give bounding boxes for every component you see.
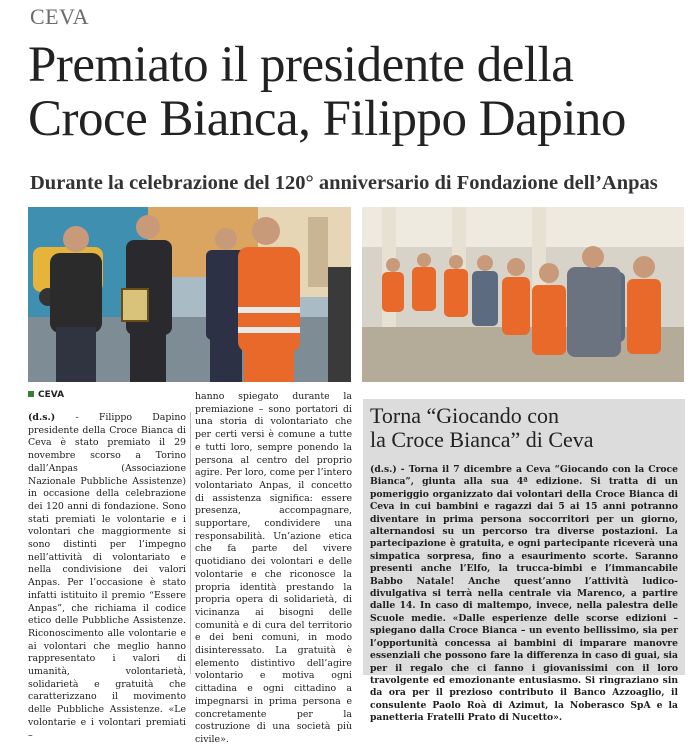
award-photo-illustration <box>28 207 351 382</box>
sidebar-box-byline: (d.s.) <box>370 464 397 475</box>
section-label: CEVA <box>30 4 90 29</box>
caption-marker-icon <box>28 391 34 397</box>
sidebar-box-text <box>370 464 678 725</box>
caption-location <box>28 390 64 400</box>
column-divider <box>190 412 191 674</box>
award-photo <box>28 207 351 382</box>
article-byline: (d.s.) <box>28 412 56 423</box>
audience-photo-illustration <box>362 207 684 382</box>
sidebar-box-title-line-1: Torna “Giocando con <box>370 403 560 428</box>
article-column-2: hanno spiegato durante la premiazione – sono portatori di una storia di volontariato che per certi versi è comune a tutte e tutti loro, sempre ponendo la persona al centro del proprio agire. Per loro, come per l’intero volontariato Anpas, il concetto di assistenza significa: essere presenza, accompagnare, supportare, condividere una responsabilità. Un’azione etica che fa parte del vivere quotidiano dei volontari e delle volontarie e che riconosce la propria identità prestando la propria opera di solidarietà, di vicinanza ai bisogni delle comunità e di cura del territorio e dei beni comuni, in modo disinteressato. La gratuità è elemento distintivo dell’agire volontario e motiva ogni cittadina e ogni cittadino a impegnarsi in prima persona e concretamente per la costruzione di una società più civile». <box>195 391 352 745</box>
sidebar-box-body: - Torna il 7 dicembre a Ceva “Giocando con la Croce Bianca”, giunta alla sua 4ª edizione. Si tratta di un pomeriggio organizzato dai volontari della Croce Bianca di Ceva in cui bambini e ragazzi dai 5 ai 15 anni potranno diventare in prima persona soccorritori per un giorno, alternandosi su un percorso tra diverse postazioni. La partecipazione è gratuita, e ogni partecipante riceverà una simpatica sorpresa, fino a esaurimento scorte. Saranno presenti anche l’Elfo, la trucca-bimbi e l’immancabile Babbo Natale! Anche quest’anno l’attività ludico-divulgativa si terrà nella centrale via Marenco, a partire dalle 14. In caso di maltempo, invece, nella palestra delle Scuole medie. «Dalle esperienze delle scorse edizioni – spiegano dalla Croce Bianca – un evento bellissimo, sia per l’opportunità concessa ai bambini di imparare manovre essenziali che possono fare la differenza in caso di guai, sia per il regalo che ci fanno i giovanissimi con il loro travolgente ed emozionante entusiasmo. Si ringraziano sin da ora per il prezioso contributo il Banco Azzoaglio, il consulente Paolo Roà di Azimut, la Noberasco SpA e la panetteria Fratelli Prato di Nucetto». <box>370 464 678 724</box>
audience-photo <box>362 207 684 382</box>
caption-location-text: CEVA <box>38 390 65 400</box>
sidebar-box-title <box>370 404 680 452</box>
headline-line-1: Premiato il presidente della <box>28 37 574 93</box>
article-column-1 <box>28 412 186 742</box>
sidebar-box-title-line-2: la Croce Bianca” di Ceva <box>370 427 594 452</box>
subheadline: Durante la celebrazione del 120° anniversario di Fondazione dell’Anpas <box>30 172 658 194</box>
headline-line-2: Croce Bianca, Filippo Dapino <box>28 91 626 147</box>
article-body: - Filippo Dapino presidente della Croce Bianca di Ceva è stato premiato il 29 novembre scorso a Torino dall’Anpas (Associazione Nazionale Pubbliche Assistenze) in occasione della celebrazione dei 120 anni di fondazione. Sono stati premiati le volontarie e i volontari che maggiormente si sono distinti per l’impegno nell’attività di volontariato e nella condivisione dei valori Anpas. Per l’occasione è stato infatti istituito il premio “Essere Anpas”, che richiama il codice etico delle Pubbliche Assistenze. Riconoscimento alle volontarie e ai volontari che meglio hanno rappresentato i valori di umanità, volontarietà, solidarietà e gratuità che caratterizzano il movimento delle Pubbliche Assistenze. «Le volontarie e i volontari premiati – <box>28 412 186 741</box>
headline <box>28 38 688 146</box>
